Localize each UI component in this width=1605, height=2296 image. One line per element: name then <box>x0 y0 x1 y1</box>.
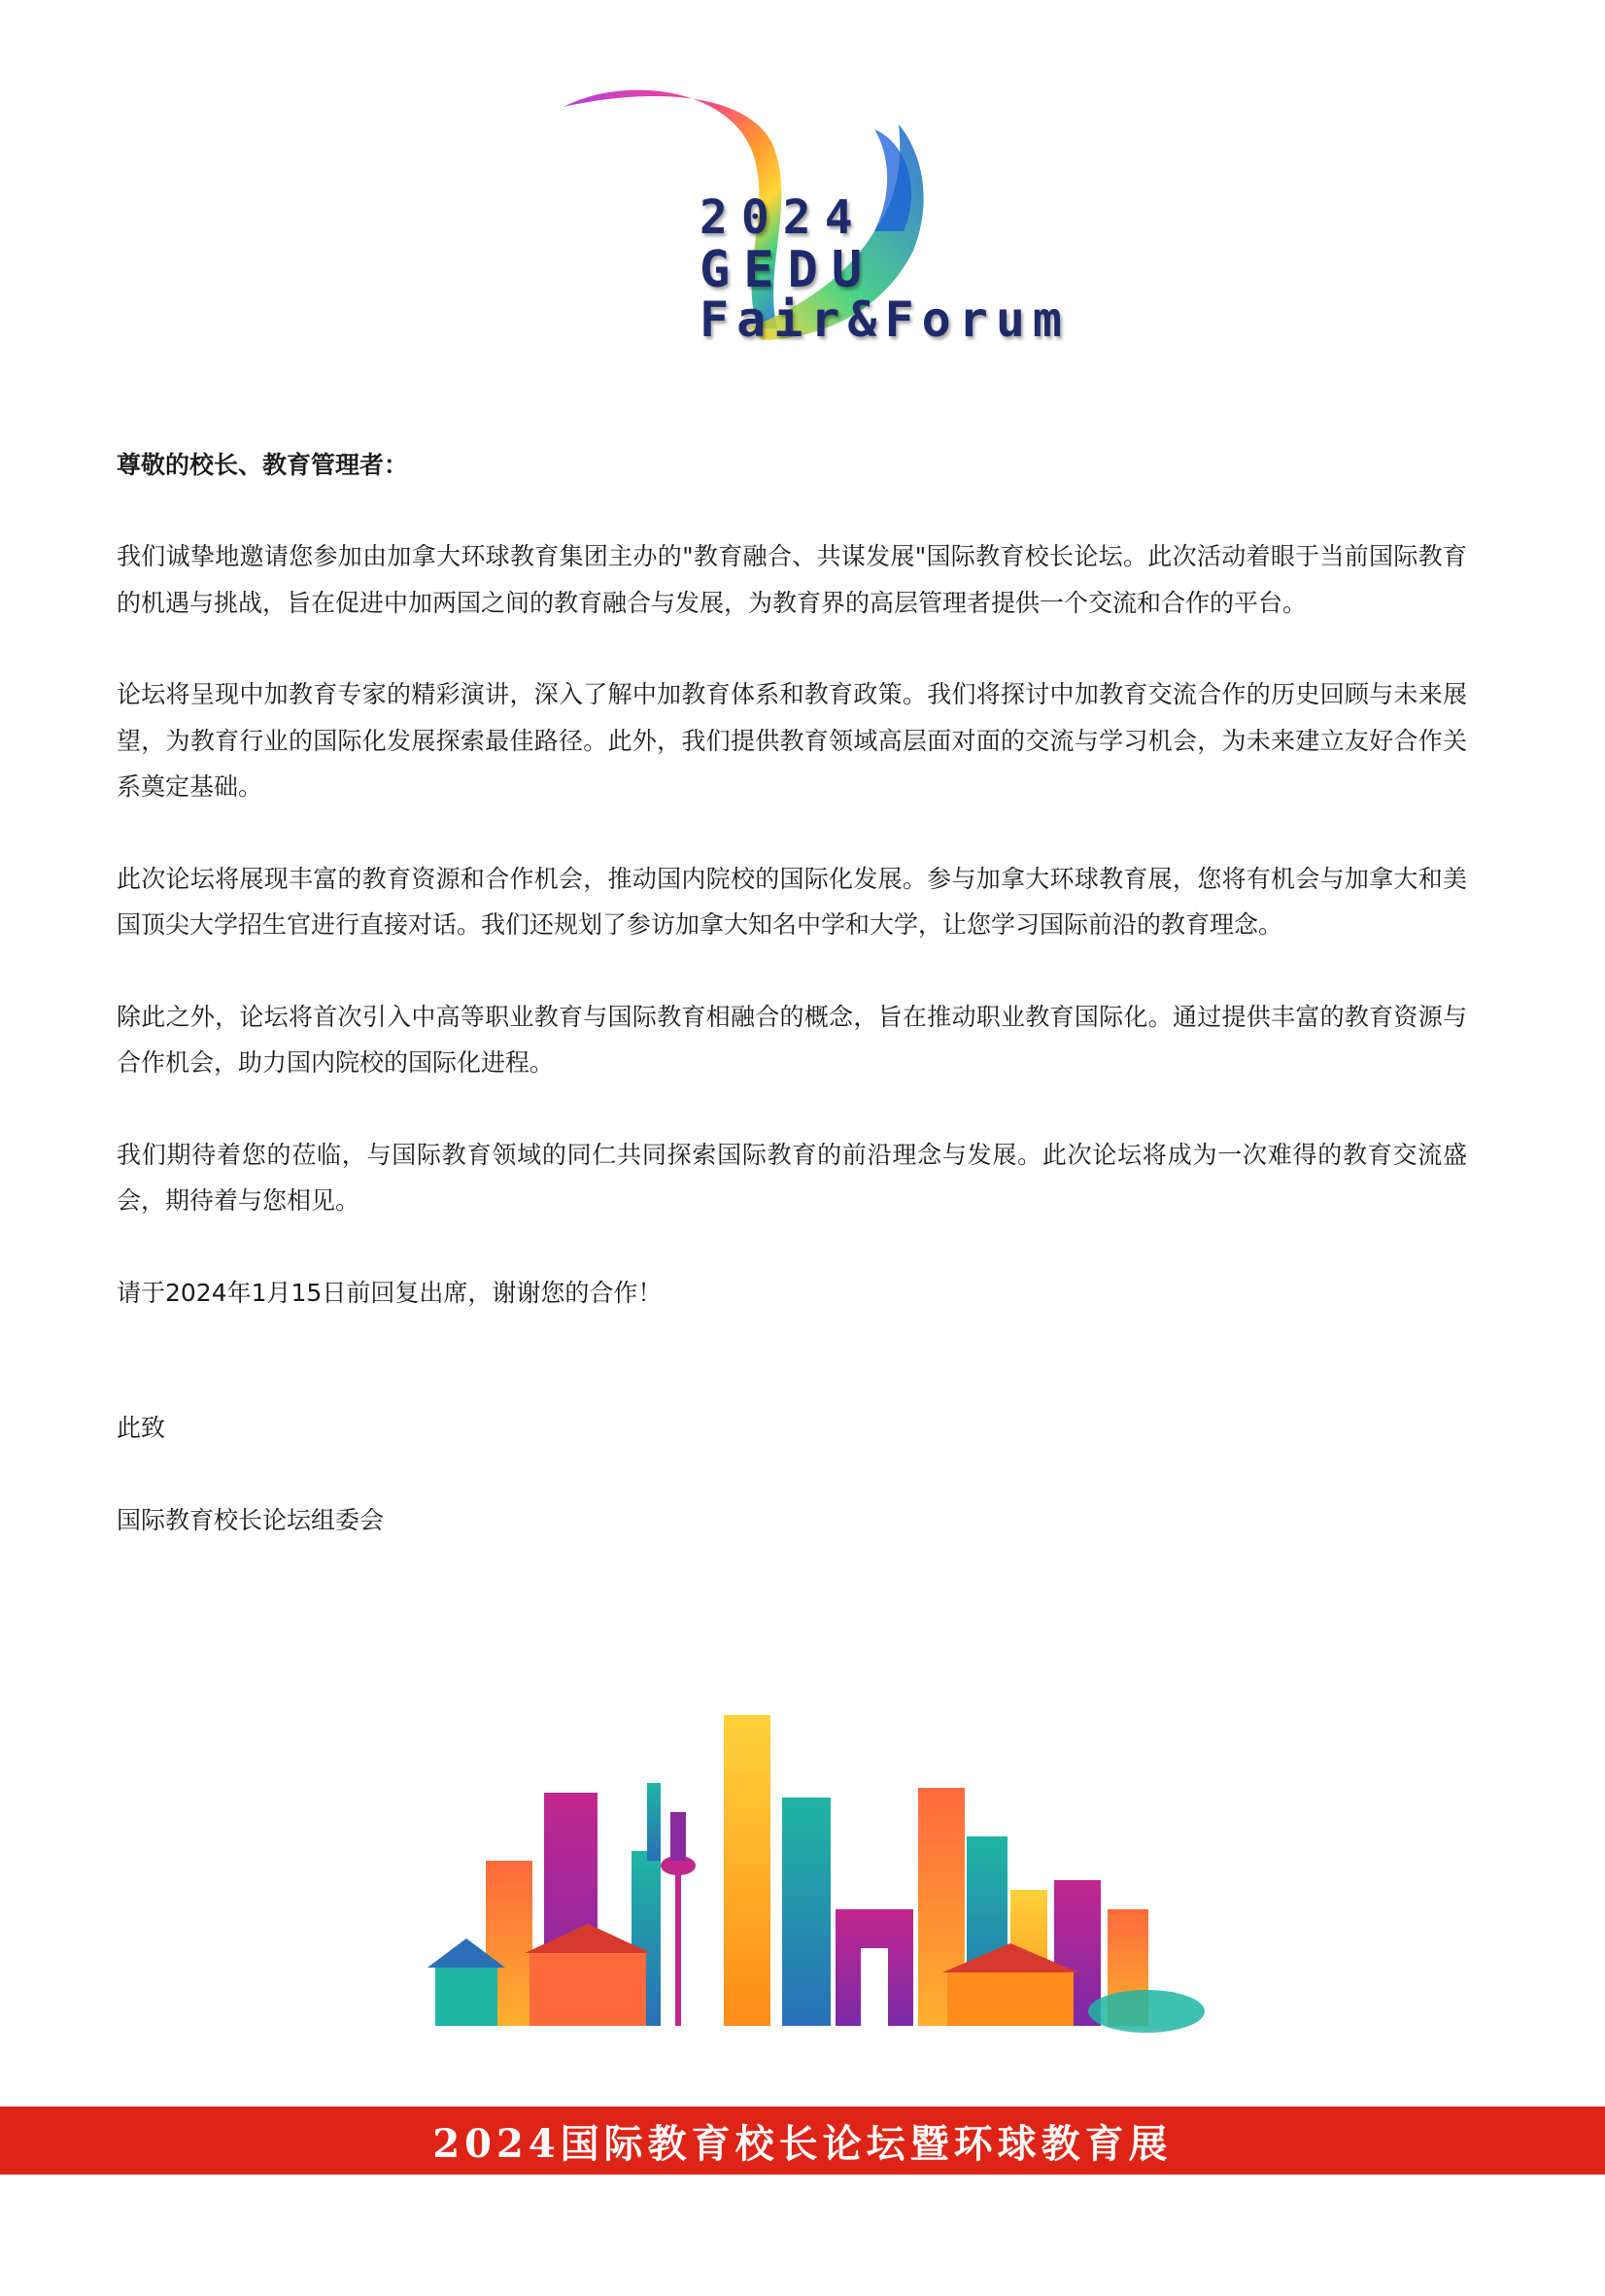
paragraph: 我们诚挚地邀请您参加由加拿大环球教育集团主办的"教育融合、共谋发展"国际教育校长论坛。此次活动着眼于当前国际教育的机遇与挑战，旨在促进中加两国之间的教育融合与发展，为教育界的高层管理者提供一个交流和合作的平台。 <box>117 542 1467 617</box>
logo-name: GEDU <box>700 241 876 299</box>
reply-note: 请于2024年1月15日前回复出席，谢谢您的合作！ <box>117 1278 663 1307</box>
invitation-letter <box>117 442 1467 1544</box>
footer-banner <box>0 2107 1605 2175</box>
salutation: 尊敬的校长、教育管理者： <box>117 451 409 479</box>
paragraph: 此次论坛将展现丰富的教育资源和合作机会，推动国内院校的国际化发展。参与加拿大环球教育展，您将有机会与加拿大和美国顶尖大学招生官进行直接对话。我们还规划了参访加拿大知名中学和大学，让您学习国际前沿的教育理念。 <box>117 864 1467 939</box>
logo-year: 2024 <box>700 190 867 245</box>
city-skyline-illustration <box>408 1715 1224 2104</box>
closing: 此致 <box>117 1414 166 1442</box>
logo-subtitle: Fair&Forum <box>700 291 1071 348</box>
signature: 国际教育校长论坛组委会 <box>117 1506 385 1534</box>
paragraph: 除此之外，论坛将首次引入中高等职业教育与国际教育相融合的概念，旨在推动职业教育国际化。通过提供丰富的教育资源与合作机会，助力国内院校的国际化进程。 <box>117 1002 1467 1077</box>
paragraph: 我们期待着您的莅临，与国际教育领域的同仁共同探索国际教育的前沿理念与发展。此次论坛将成为一次难得的教育交流盛会，期待着与您相见。 <box>117 1140 1467 1215</box>
paragraph: 论坛将呈现中加教育专家的精彩演讲，深入了解中加教育体系和教育政策。我们将探讨中加教育交流合作的历史回顾与未来展望，为教育行业的国际化发展探索最佳路径。此外，我们提供教育领域高层面对面的交流与学习机会，为未来建立友好合作关系奠定基础。 <box>117 680 1467 801</box>
event-logo <box>554 86 1069 367</box>
footer-title: 2024国际教育校长论坛暨环球教育展 <box>432 2120 1173 2167</box>
